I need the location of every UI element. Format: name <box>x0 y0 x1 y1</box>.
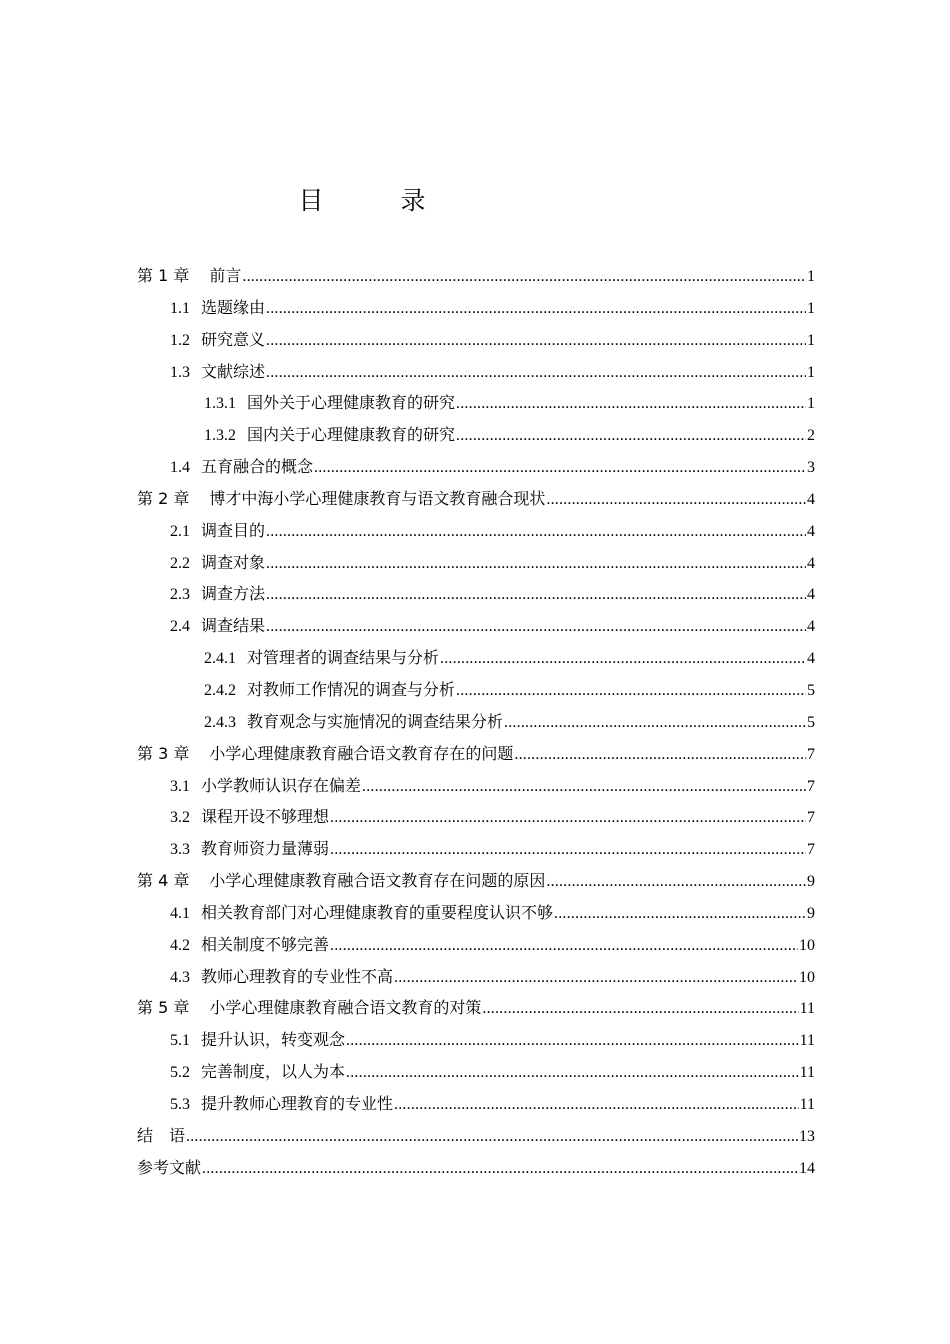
toc-dot-leader <box>346 1057 799 1089</box>
toc-section-row[interactable] <box>137 324 815 356</box>
toc-entry-number: 3.2 <box>170 809 190 827</box>
toc-entry-number: 4.1 <box>170 904 190 922</box>
toc-section-row[interactable] <box>137 897 815 929</box>
toc-dot-leader <box>202 1153 798 1185</box>
toc-entry-title: 教育观念与实施情况的调查结果分析 <box>247 711 504 731</box>
toc-entry-number: 2.2 <box>170 554 190 572</box>
toc-entry-number: 第 5 章 <box>137 998 190 1018</box>
toc-section-row[interactable] <box>137 547 815 579</box>
toc-section-row[interactable] <box>137 1024 815 1056</box>
toc-entry-title: 选题缘由 <box>201 297 266 317</box>
toc-entry-title: 提升教师心理教育的专业性 <box>201 1093 394 1113</box>
toc-dot-leader <box>266 325 806 357</box>
toc-entry-title: 相关教育部门对心理健康教育的重要程度认识不够 <box>201 902 554 922</box>
toc-dot-leader <box>440 643 806 675</box>
toc-page-number: 11 <box>799 1095 815 1113</box>
toc-page-number: 14 <box>799 1159 815 1177</box>
toc-section-row[interactable] <box>137 515 815 547</box>
toc-dot-leader <box>546 484 806 516</box>
toc-section-row[interactable] <box>137 929 815 961</box>
toc-chapter-row[interactable] <box>137 260 815 292</box>
toc-section-row[interactable] <box>137 1088 815 1120</box>
toc-entry-title: 小学心理健康教育融合语文教育存在的问题 <box>209 743 514 763</box>
toc-section-row[interactable] <box>137 833 815 865</box>
page-title: 目 录 <box>298 186 452 215</box>
toc-entry-number: 2.3 <box>170 586 190 604</box>
toc-entry-number: 1.2 <box>170 331 190 349</box>
toc-dot-leader <box>546 866 806 898</box>
toc-entry-number: 第 4 章 <box>137 871 190 891</box>
toc-page-number: 10 <box>799 936 815 954</box>
toc-entry-number: 1.1 <box>170 299 190 317</box>
toc-entry-number: 第 1 章 <box>137 266 190 285</box>
toc-section-row[interactable] <box>137 961 815 993</box>
toc-section-row[interactable] <box>137 706 815 738</box>
toc-section-row[interactable] <box>137 674 815 706</box>
toc-entry-title: 对管理者的调查结果与分析 <box>247 648 440 668</box>
toc-entry-number: 1.4 <box>170 459 190 477</box>
toc-page-number: 13 <box>799 1127 815 1145</box>
toc-dot-leader <box>456 388 806 420</box>
toc-section-row[interactable] <box>137 770 815 802</box>
toc-section-row[interactable] <box>137 1056 815 1088</box>
toc-entry-title: 对教师工作情况的调查与分析 <box>247 679 456 699</box>
toc-page-number: 4 <box>807 650 815 668</box>
toc-page-number: 5 <box>807 713 815 731</box>
toc-dot-leader <box>266 293 806 325</box>
toc-chapter-row[interactable] <box>137 1152 815 1184</box>
toc-chapter-row[interactable] <box>137 1120 815 1152</box>
toc-page-number: 4 <box>807 618 815 636</box>
toc-dot-leader <box>266 516 806 548</box>
toc-entry-number: 5.1 <box>170 1032 190 1050</box>
toc-entry-number: 5.3 <box>170 1095 190 1113</box>
toc-entry-title: 博才中海小学心理健康教育与语文教育融合现状 <box>209 488 546 508</box>
toc-entry-title: 完善制度，以人为本 <box>201 1062 346 1082</box>
toc-dot-leader <box>266 357 806 389</box>
toc-entry-number: 5.2 <box>170 1064 190 1082</box>
toc-page-number: 9 <box>807 873 815 891</box>
toc-entry-title: 结 语 <box>137 1125 186 1145</box>
toc-section-row[interactable] <box>137 642 815 674</box>
toc-section-row[interactable] <box>137 578 815 610</box>
toc-entry-title: 提升认识，转变观念 <box>201 1030 346 1050</box>
toc-dot-leader <box>266 548 806 580</box>
toc-section-row[interactable] <box>137 451 815 483</box>
toc-page-number: 1 <box>807 363 815 381</box>
toc-chapter-row[interactable] <box>137 738 815 770</box>
toc-entry-title: 教育师资力量薄弱 <box>201 839 330 859</box>
toc-entry-title: 调查目的 <box>201 520 266 540</box>
toc-dot-leader <box>266 579 806 611</box>
toc-page-number: 2 <box>807 427 815 445</box>
toc-dot-leader <box>330 802 806 834</box>
toc-dot-leader <box>394 1089 799 1121</box>
toc-page-number: 11 <box>799 1064 815 1082</box>
toc-entry-number: 2.4.2 <box>204 681 236 699</box>
toc-section-row[interactable] <box>137 419 815 451</box>
toc-dot-leader <box>330 930 798 962</box>
toc-entry-title: 研究意义 <box>201 329 266 349</box>
toc-entry-number: 1.3.1 <box>204 395 236 413</box>
toc-page-number: 4 <box>807 554 815 572</box>
toc-entry-number: 4.3 <box>170 968 190 986</box>
toc-chapter-row[interactable] <box>137 483 815 515</box>
toc-dot-leader <box>456 675 806 707</box>
toc-section-row[interactable] <box>137 801 815 833</box>
toc-entry-title: 小学心理健康教育融合语文教育的对策 <box>209 998 482 1018</box>
toc-page-number: 10 <box>799 968 815 986</box>
toc-entry-title: 国内关于心理健康教育的研究 <box>247 425 456 445</box>
toc-entry-title: 调查方法 <box>201 584 266 604</box>
toc-dot-leader <box>346 1025 799 1057</box>
toc-page-number: 7 <box>807 777 815 795</box>
toc-page-number: 4 <box>807 522 815 540</box>
toc-entry-title: 教师心理教育的专业性不高 <box>201 966 394 986</box>
toc-entry-title: 国外关于心理健康教育的研究 <box>247 393 456 413</box>
toc-dot-leader <box>242 261 806 293</box>
toc-dot-leader <box>514 739 806 771</box>
toc-page-number: 7 <box>807 841 815 859</box>
toc-page-number: 1 <box>807 268 815 285</box>
toc-entry-title: 课程开设不够理想 <box>201 807 330 827</box>
toc-entry-number: 1.3 <box>170 363 190 381</box>
toc-dot-leader <box>266 611 806 643</box>
toc-dot-leader <box>314 452 806 484</box>
toc-entry-number: 3.1 <box>170 777 190 795</box>
toc-entry-title: 小学心理健康教育融合语文教育存在问题的原因 <box>209 871 546 891</box>
toc-dot-leader <box>186 1121 798 1153</box>
toc-page-number: 11 <box>799 1032 815 1050</box>
toc-dot-leader <box>362 771 806 803</box>
toc-entry-title: 文献综述 <box>201 361 266 381</box>
toc-page-number: 1 <box>807 299 815 317</box>
toc-entry-title: 调查结果 <box>201 616 266 636</box>
toc-entry-number: 4.2 <box>170 936 190 954</box>
toc-dot-leader <box>504 707 806 739</box>
toc-entry-number: 2.4 <box>170 618 190 636</box>
toc-page-number: 11 <box>799 1000 815 1018</box>
toc-chapter-row[interactable] <box>137 992 815 1024</box>
toc-page-number: 4 <box>807 586 815 604</box>
toc-entry-title: 参考文献 <box>137 1157 202 1177</box>
toc-page-number: 5 <box>807 681 815 699</box>
toc-dot-leader <box>456 420 806 452</box>
toc-entry-number: 3.3 <box>170 841 190 859</box>
toc-entry-title: 调查对象 <box>201 552 266 572</box>
toc-section-row[interactable] <box>137 356 815 388</box>
toc-entry-number: 2.4.3 <box>204 713 236 731</box>
toc-entry-number: 2.4.1 <box>204 650 236 668</box>
toc-dot-leader <box>482 993 798 1025</box>
toc-entry-number: 第 2 章 <box>137 488 190 508</box>
toc-section-row[interactable] <box>137 387 815 419</box>
toc-dot-leader <box>394 962 798 994</box>
toc-section-row[interactable] <box>137 610 815 642</box>
toc-entry-title: 前言 <box>209 266 242 285</box>
toc-entry-title: 相关制度不够完善 <box>201 934 330 954</box>
toc-page-number: 1 <box>807 331 815 349</box>
toc-dot-leader <box>330 834 806 866</box>
toc-page-number: 1 <box>807 395 815 413</box>
toc-page-number: 3 <box>807 459 815 477</box>
toc-entry-number: 2.1 <box>170 522 190 540</box>
toc-page-number: 9 <box>807 904 815 922</box>
table-of-contents <box>137 260 815 1183</box>
toc-page-number: 7 <box>807 745 815 763</box>
toc-entry-title: 五育融合的概念 <box>201 457 314 477</box>
toc-entry-number: 第 3 章 <box>137 743 190 763</box>
toc-page-number: 7 <box>807 809 815 827</box>
toc-section-row[interactable] <box>137 292 815 324</box>
toc-entry-title: 小学教师认识存在偏差 <box>201 775 362 795</box>
toc-chapter-row[interactable] <box>137 865 815 897</box>
toc-dot-leader <box>554 898 806 930</box>
toc-entry-number: 1.3.2 <box>204 427 236 445</box>
toc-page-number: 4 <box>807 490 815 508</box>
